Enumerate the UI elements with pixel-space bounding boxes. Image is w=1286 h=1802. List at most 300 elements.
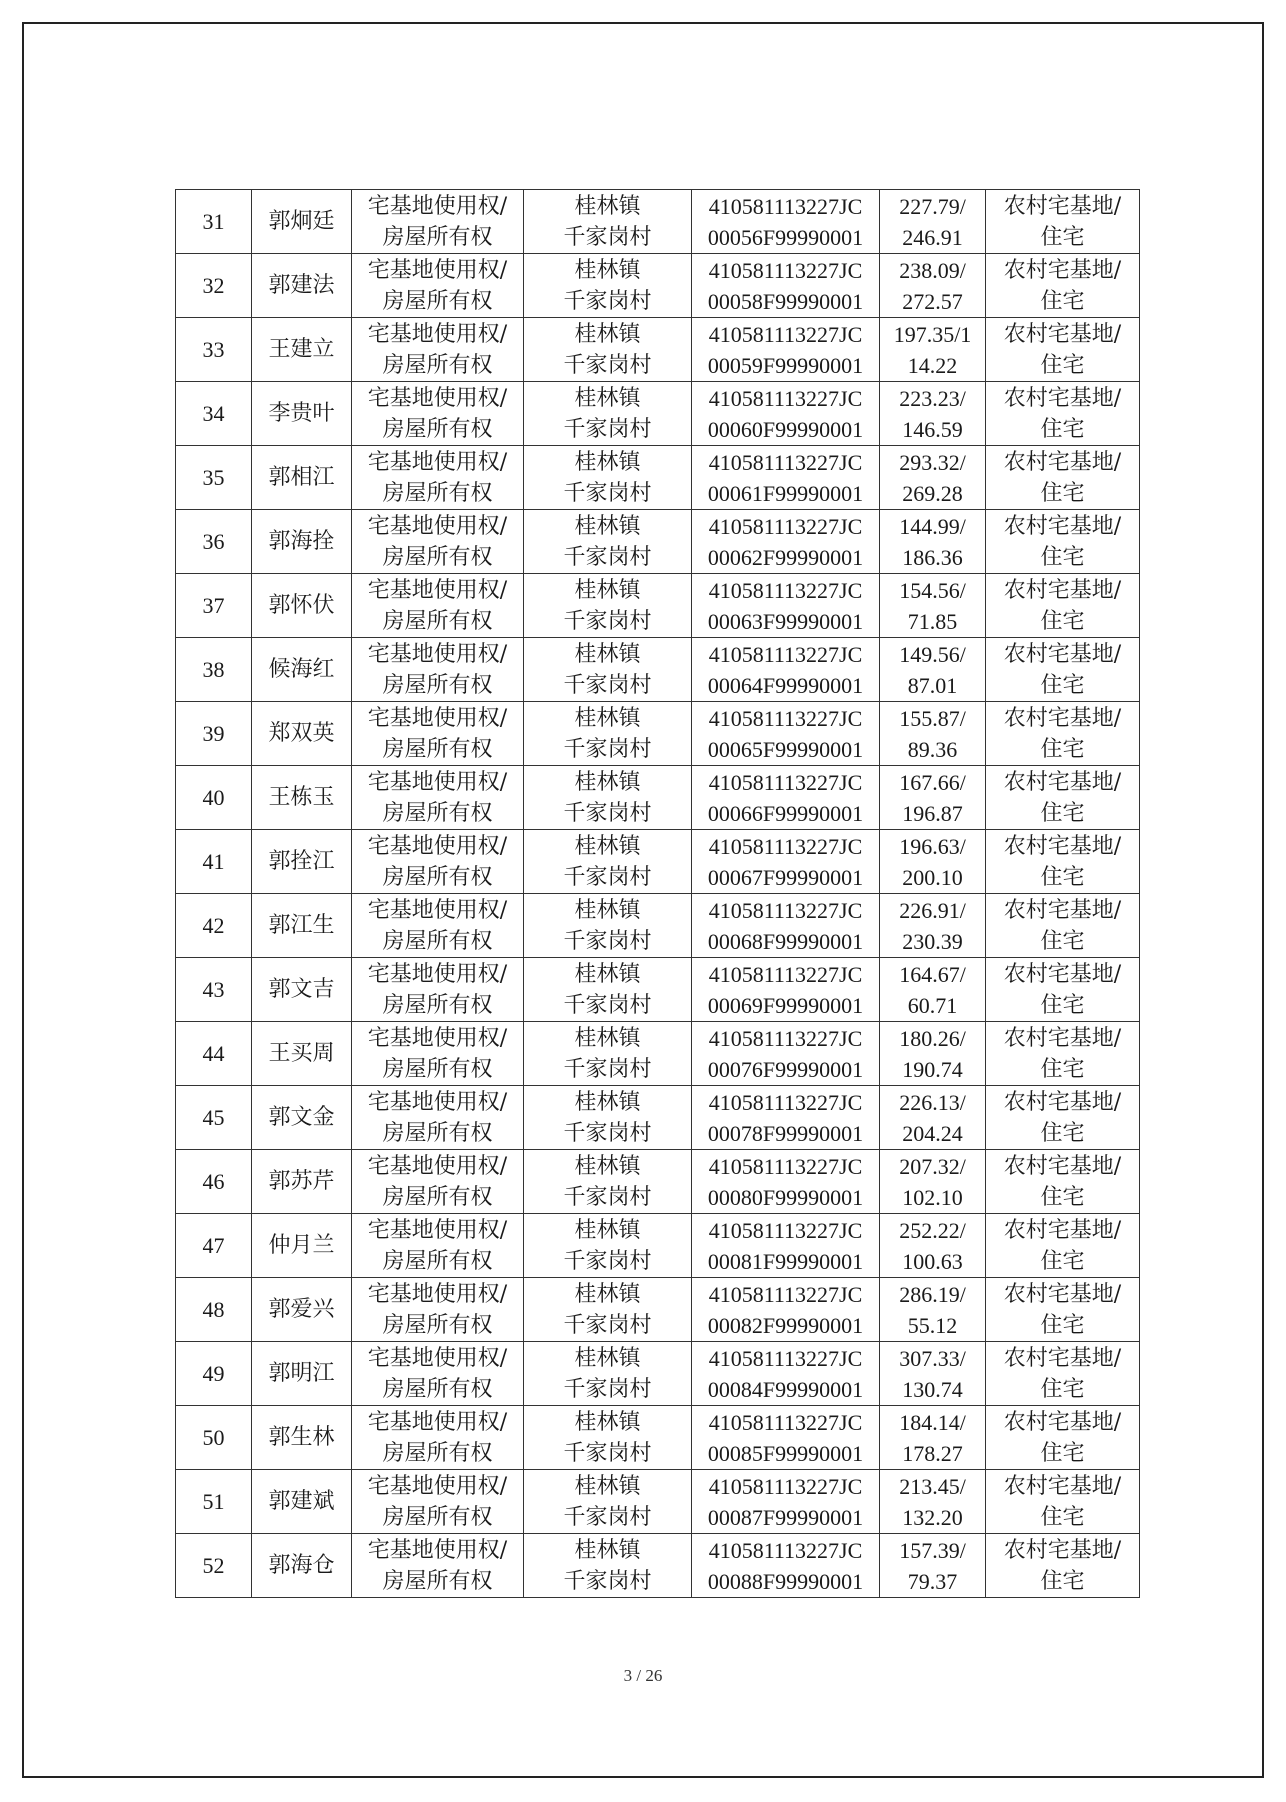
usage-line-2: 住宅 (1040, 1568, 1085, 1594)
table-row (176, 958, 1140, 1022)
unit-code-line-1: 410581113227JC (708, 1281, 863, 1307)
unit-code-cell (692, 1534, 880, 1598)
right-type-line-2: 房屋所有权 (382, 224, 493, 250)
location-line-1: 桂林镇 (574, 257, 641, 283)
usage-line-2: 住宅 (1040, 864, 1085, 890)
usage-line-1: 农村宅基地/ (1003, 257, 1122, 283)
owner-name-cell: 郭海拴 (252, 510, 352, 574)
usage-line-1: 农村宅基地/ (1003, 1409, 1122, 1435)
right-type-line-1: 宅基地使用权/ (367, 641, 508, 667)
area-line-1: 227.79/ (899, 193, 966, 219)
unit-code-line-2: 00056F99990001 (707, 224, 864, 250)
usage-line-1: 农村宅基地/ (1003, 321, 1122, 347)
location-cell (524, 510, 692, 574)
right-type-line-1: 宅基地使用权/ (367, 577, 508, 603)
unit-code-line-2: 00082F99990001 (707, 1312, 864, 1338)
location-cell (524, 446, 692, 510)
unit-code-cell (692, 1470, 880, 1534)
right-type-line-1: 宅基地使用权/ (367, 961, 508, 987)
location-line-1: 桂林镇 (574, 1153, 641, 1179)
usage-cell (986, 1534, 1140, 1598)
unit-code-line-2: 00066F99990001 (707, 800, 864, 826)
location-line-1: 桂林镇 (574, 769, 641, 795)
area-cell (880, 1278, 986, 1342)
unit-code-line-2: 00085F99990001 (707, 1440, 864, 1466)
location-line-1: 桂林镇 (574, 961, 641, 987)
right-type-line-1: 宅基地使用权/ (367, 705, 508, 731)
unit-code-line-2: 00061F99990001 (707, 480, 864, 506)
area-line-1: 149.56/ (899, 641, 966, 667)
area-line-2: 79.37 (907, 1568, 958, 1594)
area-cell (880, 510, 986, 574)
owner-name-cell: 候海红 (252, 638, 352, 702)
unit-code-line-2: 00068F99990001 (707, 928, 864, 954)
location-line-2: 千家岗村 (563, 1312, 652, 1338)
row-number-cell: 43 (176, 958, 252, 1022)
owner-name-cell: 仲月兰 (252, 1214, 352, 1278)
unit-code-line-1: 410581113227JC (708, 1153, 863, 1179)
right-type-line-2: 房屋所有权 (382, 288, 493, 314)
owner-name-cell: 郭炯廷 (252, 190, 352, 254)
table-row (176, 1534, 1140, 1598)
unit-code-line-1: 410581113227JC (708, 1217, 863, 1243)
right-type-line-2: 房屋所有权 (382, 736, 493, 762)
unit-code-cell (692, 958, 880, 1022)
location-line-1: 桂林镇 (574, 705, 641, 731)
location-line-2: 千家岗村 (563, 928, 652, 954)
area-line-2: 186.36 (902, 544, 963, 570)
location-cell (524, 958, 692, 1022)
area-line-2: 196.87 (902, 800, 963, 826)
right-type-line-1: 宅基地使用权/ (367, 385, 508, 411)
location-line-1: 桂林镇 (574, 833, 641, 859)
right-type-line-2: 房屋所有权 (382, 1120, 493, 1146)
unit-code-line-2: 00081F99990001 (707, 1248, 864, 1274)
area-line-1: 207.32/ (899, 1153, 966, 1179)
right-type-line-2: 房屋所有权 (382, 1504, 493, 1530)
table-row (176, 190, 1140, 254)
usage-cell (986, 1214, 1140, 1278)
usage-line-1: 农村宅基地/ (1003, 1345, 1122, 1371)
right-type-line-2: 房屋所有权 (382, 1312, 493, 1338)
usage-line-2: 住宅 (1040, 992, 1085, 1018)
table-row (176, 1214, 1140, 1278)
location-line-1: 桂林镇 (574, 513, 641, 539)
usage-cell (986, 830, 1140, 894)
location-line-2: 千家岗村 (563, 736, 652, 762)
location-line-1: 桂林镇 (574, 1025, 641, 1051)
area-line-1: 307.33/ (899, 1345, 966, 1371)
right-type-cell (352, 1342, 524, 1406)
owner-name-cell: 王栋玉 (252, 766, 352, 830)
unit-code-line-2: 00087F99990001 (707, 1504, 864, 1530)
unit-code-line-2: 00060F99990001 (707, 416, 864, 442)
usage-line-1: 农村宅基地/ (1003, 1153, 1122, 1179)
usage-line-1: 农村宅基地/ (1003, 1089, 1122, 1115)
table-row (176, 510, 1140, 574)
location-cell (524, 1022, 692, 1086)
area-cell (880, 766, 986, 830)
property-rights-table (175, 189, 1140, 1598)
right-type-line-2: 房屋所有权 (382, 1440, 493, 1466)
row-number-cell: 36 (176, 510, 252, 574)
area-line-1: 154.56/ (899, 577, 966, 603)
usage-line-2: 住宅 (1040, 544, 1085, 570)
right-type-cell (352, 894, 524, 958)
location-cell (524, 382, 692, 446)
usage-line-1: 农村宅基地/ (1003, 641, 1122, 667)
location-line-2: 千家岗村 (563, 416, 652, 442)
right-type-cell (352, 702, 524, 766)
area-line-2: 55.12 (907, 1312, 958, 1338)
usage-cell (986, 1342, 1140, 1406)
area-line-2: 230.39 (902, 928, 963, 954)
right-type-cell (352, 254, 524, 318)
usage-line-1: 农村宅基地/ (1003, 833, 1122, 859)
location-line-1: 桂林镇 (574, 193, 641, 219)
usage-line-2: 住宅 (1040, 800, 1085, 826)
usage-line-2: 住宅 (1040, 1504, 1085, 1530)
right-type-line-2: 房屋所有权 (382, 480, 493, 506)
right-type-line-1: 宅基地使用权/ (367, 1537, 508, 1563)
location-line-1: 桂林镇 (574, 577, 641, 603)
usage-cell (986, 1278, 1140, 1342)
table-row (176, 574, 1140, 638)
row-number-cell: 46 (176, 1150, 252, 1214)
unit-code-cell (692, 1278, 880, 1342)
row-number-cell: 52 (176, 1534, 252, 1598)
unit-code-line-1: 410581113227JC (708, 577, 863, 603)
right-type-cell (352, 1534, 524, 1598)
unit-code-cell (692, 510, 880, 574)
usage-line-1: 农村宅基地/ (1003, 385, 1122, 411)
unit-code-line-2: 00084F99990001 (707, 1376, 864, 1402)
unit-code-line-2: 00062F99990001 (707, 544, 864, 570)
table-row (176, 1406, 1140, 1470)
area-line-2: 146.59 (902, 416, 963, 442)
location-cell (524, 1406, 692, 1470)
area-cell (880, 1470, 986, 1534)
owner-name-cell: 郭明江 (252, 1342, 352, 1406)
table-row (176, 254, 1140, 318)
table-row (176, 1086, 1140, 1150)
unit-code-cell (692, 254, 880, 318)
right-type-line-1: 宅基地使用权/ (367, 1025, 508, 1051)
right-type-line-2: 房屋所有权 (382, 1184, 493, 1210)
unit-code-cell (692, 1086, 880, 1150)
unit-code-line-1: 410581113227JC (708, 833, 863, 859)
usage-line-2: 住宅 (1040, 1056, 1085, 1082)
location-line-1: 桂林镇 (574, 1089, 641, 1115)
owner-name-cell: 郭拴江 (252, 830, 352, 894)
location-line-2: 千家岗村 (563, 800, 652, 826)
location-line-1: 桂林镇 (574, 1217, 641, 1243)
right-type-cell (352, 446, 524, 510)
usage-line-1: 农村宅基地/ (1003, 513, 1122, 539)
owner-name-cell: 郭建斌 (252, 1470, 352, 1534)
right-type-line-1: 宅基地使用权/ (367, 1153, 508, 1179)
location-line-1: 桂林镇 (574, 449, 641, 475)
area-line-1: 293.32/ (899, 449, 966, 475)
table-row (176, 1470, 1140, 1534)
location-line-2: 千家岗村 (563, 992, 652, 1018)
owner-name-cell: 郭江生 (252, 894, 352, 958)
right-type-cell (352, 830, 524, 894)
location-line-2: 千家岗村 (563, 1568, 652, 1594)
unit-code-line-1: 410581113227JC (708, 1025, 863, 1051)
right-type-cell (352, 1086, 524, 1150)
location-line-1: 桂林镇 (574, 1345, 641, 1371)
location-line-2: 千家岗村 (563, 1504, 652, 1530)
row-number-cell: 45 (176, 1086, 252, 1150)
owner-name-cell: 王建立 (252, 318, 352, 382)
area-line-2: 102.10 (902, 1184, 963, 1210)
row-number-cell: 37 (176, 574, 252, 638)
unit-code-line-1: 410581113227JC (708, 385, 863, 411)
area-cell (880, 638, 986, 702)
table-row (176, 1342, 1140, 1406)
unit-code-cell (692, 190, 880, 254)
usage-cell (986, 574, 1140, 638)
unit-code-line-1: 410581113227JC (708, 321, 863, 347)
location-cell (524, 1086, 692, 1150)
right-type-cell (352, 1470, 524, 1534)
location-line-2: 千家岗村 (563, 672, 652, 698)
area-cell (880, 574, 986, 638)
location-line-1: 桂林镇 (574, 1281, 641, 1307)
unit-code-line-1: 410581113227JC (708, 769, 863, 795)
right-type-line-2: 房屋所有权 (382, 928, 493, 954)
location-line-1: 桂林镇 (574, 1473, 641, 1499)
owner-name-cell: 郭相江 (252, 446, 352, 510)
unit-code-line-2: 00067F99990001 (707, 864, 864, 890)
location-line-1: 桂林镇 (574, 897, 641, 923)
usage-line-2: 住宅 (1040, 1440, 1085, 1466)
area-line-2: 190.74 (902, 1056, 963, 1082)
area-line-2: 130.74 (902, 1376, 963, 1402)
table-row (176, 318, 1140, 382)
right-type-cell (352, 574, 524, 638)
location-line-1: 桂林镇 (574, 1537, 641, 1563)
location-line-2: 千家岗村 (563, 352, 652, 378)
row-number-cell: 38 (176, 638, 252, 702)
right-type-line-2: 房屋所有权 (382, 1376, 493, 1402)
location-line-2: 千家岗村 (563, 1440, 652, 1466)
location-cell (524, 1150, 692, 1214)
location-cell (524, 1278, 692, 1342)
right-type-cell (352, 1214, 524, 1278)
usage-line-1: 农村宅基地/ (1003, 449, 1122, 475)
area-line-1: 252.22/ (899, 1217, 966, 1243)
area-line-2: 14.22 (907, 352, 958, 378)
usage-line-2: 住宅 (1040, 1376, 1085, 1402)
unit-code-line-1: 410581113227JC (708, 1409, 863, 1435)
owner-name-cell: 郭海仓 (252, 1534, 352, 1598)
usage-line-1: 农村宅基地/ (1003, 1473, 1122, 1499)
unit-code-cell (692, 318, 880, 382)
usage-cell (986, 1150, 1140, 1214)
table-row (176, 1150, 1140, 1214)
unit-code-cell (692, 638, 880, 702)
unit-code-cell (692, 830, 880, 894)
area-line-2: 178.27 (902, 1440, 963, 1466)
area-cell (880, 894, 986, 958)
location-line-1: 桂林镇 (574, 321, 641, 347)
usage-line-1: 农村宅基地/ (1003, 1281, 1122, 1307)
usage-line-2: 住宅 (1040, 1248, 1085, 1274)
usage-cell (986, 894, 1140, 958)
owner-name-cell: 王买周 (252, 1022, 352, 1086)
location-line-1: 桂林镇 (574, 1409, 641, 1435)
right-type-cell (352, 1406, 524, 1470)
table-row (176, 766, 1140, 830)
usage-line-2: 住宅 (1040, 1184, 1085, 1210)
row-number-cell: 47 (176, 1214, 252, 1278)
right-type-line-1: 宅基地使用权/ (367, 257, 508, 283)
area-cell (880, 1022, 986, 1086)
table-row (176, 1278, 1140, 1342)
usage-line-1: 农村宅基地/ (1003, 705, 1122, 731)
unit-code-line-2: 00064F99990001 (707, 672, 864, 698)
owner-name-cell: 郑双英 (252, 702, 352, 766)
area-line-1: 196.63/ (899, 833, 966, 859)
usage-line-2: 住宅 (1040, 416, 1085, 442)
unit-code-line-2: 00088F99990001 (707, 1568, 864, 1594)
location-cell (524, 190, 692, 254)
unit-code-line-1: 410581113227JC (708, 513, 863, 539)
area-cell (880, 318, 986, 382)
usage-line-1: 农村宅基地/ (1003, 1537, 1122, 1563)
area-line-2: 71.85 (907, 608, 958, 634)
right-type-line-2: 房屋所有权 (382, 1248, 493, 1274)
right-type-cell (352, 190, 524, 254)
area-line-1: 164.67/ (899, 961, 966, 987)
location-cell (524, 830, 692, 894)
unit-code-cell (692, 1214, 880, 1278)
owner-name-cell: 郭文吉 (252, 958, 352, 1022)
area-cell (880, 702, 986, 766)
area-line-1: 286.19/ (899, 1281, 966, 1307)
owner-name-cell: 郭苏芹 (252, 1150, 352, 1214)
right-type-line-1: 宅基地使用权/ (367, 1345, 508, 1371)
area-cell (880, 382, 986, 446)
location-line-2: 千家岗村 (563, 1376, 652, 1402)
usage-line-1: 农村宅基地/ (1003, 769, 1122, 795)
area-cell (880, 830, 986, 894)
unit-code-line-2: 00080F99990001 (707, 1184, 864, 1210)
area-cell (880, 254, 986, 318)
owner-name-cell: 李贵叶 (252, 382, 352, 446)
right-type-cell (352, 1278, 524, 1342)
location-cell (524, 1214, 692, 1278)
area-cell (880, 190, 986, 254)
area-cell (880, 1214, 986, 1278)
row-number-cell: 33 (176, 318, 252, 382)
area-line-2: 100.63 (902, 1248, 963, 1274)
right-type-line-2: 房屋所有权 (382, 544, 493, 570)
usage-line-1: 农村宅基地/ (1003, 577, 1122, 603)
unit-code-line-1: 410581113227JC (708, 897, 863, 923)
area-line-2: 204.24 (902, 1120, 963, 1146)
area-line-1: 184.14/ (899, 1409, 966, 1435)
row-number-cell: 34 (176, 382, 252, 446)
right-type-cell (352, 766, 524, 830)
right-type-line-2: 房屋所有权 (382, 672, 493, 698)
location-cell (524, 702, 692, 766)
table-row (176, 1022, 1140, 1086)
area-line-2: 200.10 (902, 864, 963, 890)
right-type-cell (352, 382, 524, 446)
usage-cell (986, 1406, 1140, 1470)
usage-cell (986, 190, 1140, 254)
unit-code-cell (692, 1022, 880, 1086)
location-cell (524, 1342, 692, 1406)
unit-code-cell (692, 1406, 880, 1470)
unit-code-cell (692, 766, 880, 830)
usage-line-1: 农村宅基地/ (1003, 1217, 1122, 1243)
area-line-1: 197.35/1 (893, 321, 972, 347)
area-line-1: 144.99/ (899, 513, 966, 539)
row-number-cell: 44 (176, 1022, 252, 1086)
row-number-cell: 50 (176, 1406, 252, 1470)
unit-code-cell (692, 894, 880, 958)
owner-name-cell: 郭文金 (252, 1086, 352, 1150)
right-type-line-1: 宅基地使用权/ (367, 449, 508, 475)
unit-code-cell (692, 702, 880, 766)
area-cell (880, 1406, 986, 1470)
usage-line-1: 农村宅基地/ (1003, 961, 1122, 987)
right-type-line-2: 房屋所有权 (382, 992, 493, 1018)
right-type-cell (352, 1150, 524, 1214)
area-line-2: 89.36 (907, 736, 958, 762)
location-line-2: 千家岗村 (563, 1184, 652, 1210)
area-line-1: 213.45/ (899, 1473, 966, 1499)
location-line-2: 千家岗村 (563, 544, 652, 570)
usage-cell (986, 382, 1140, 446)
unit-code-cell (692, 1342, 880, 1406)
table-body (176, 190, 1140, 1598)
unit-code-cell (692, 446, 880, 510)
table-row (176, 894, 1140, 958)
right-type-line-1: 宅基地使用权/ (367, 1217, 508, 1243)
table-row (176, 382, 1140, 446)
right-type-line-1: 宅基地使用权/ (367, 769, 508, 795)
area-line-2: 132.20 (902, 1504, 963, 1530)
location-cell (524, 1470, 692, 1534)
unit-code-cell (692, 574, 880, 638)
area-line-1: 180.26/ (899, 1025, 966, 1051)
usage-cell (986, 766, 1140, 830)
location-line-2: 千家岗村 (563, 224, 652, 250)
unit-code-line-2: 00065F99990001 (707, 736, 864, 762)
location-cell (524, 638, 692, 702)
unit-code-line-1: 410581113227JC (708, 1473, 863, 1499)
unit-code-line-1: 410581113227JC (708, 641, 863, 667)
right-type-line-1: 宅基地使用权/ (367, 897, 508, 923)
usage-line-2: 住宅 (1040, 672, 1085, 698)
location-cell (524, 766, 692, 830)
right-type-line-1: 宅基地使用权/ (367, 1473, 508, 1499)
row-number-cell: 48 (176, 1278, 252, 1342)
unit-code-line-1: 410581113227JC (708, 449, 863, 475)
usage-line-2: 住宅 (1040, 736, 1085, 762)
location-line-2: 千家岗村 (563, 864, 652, 890)
right-type-cell (352, 1022, 524, 1086)
location-cell (524, 1534, 692, 1598)
area-cell (880, 1342, 986, 1406)
owner-name-cell: 郭爱兴 (252, 1278, 352, 1342)
right-type-line-2: 房屋所有权 (382, 1568, 493, 1594)
